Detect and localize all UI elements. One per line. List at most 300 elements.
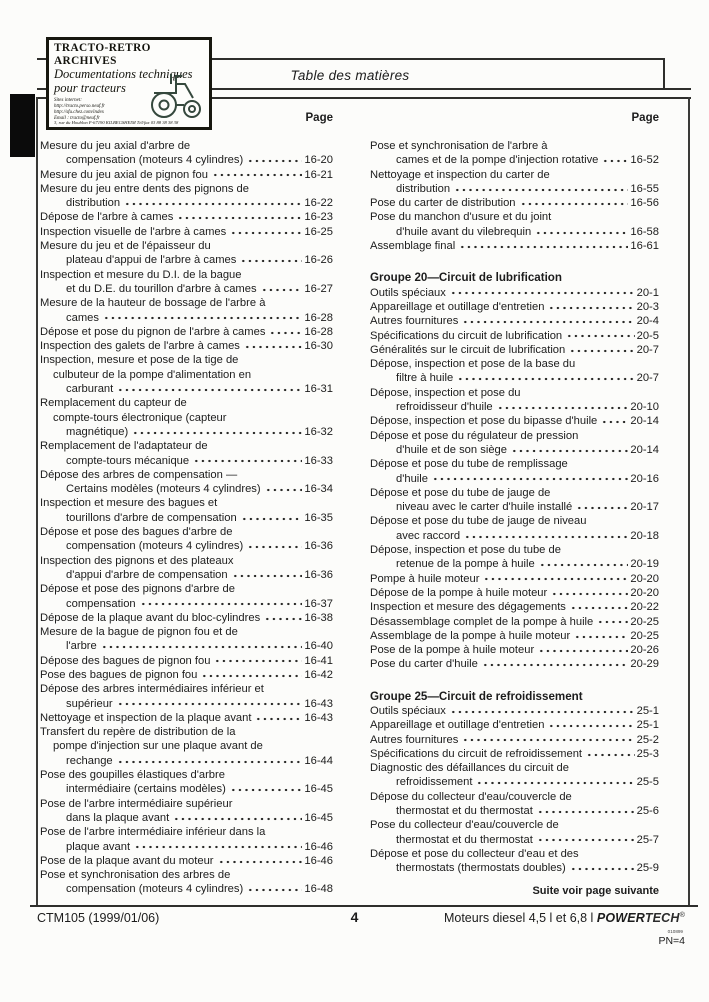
toc-entry-text: d'huile et de son siège bbox=[396, 443, 507, 456]
toc-entry-line bbox=[370, 572, 659, 586]
toc-entry bbox=[370, 704, 659, 718]
toc-page-ref: 20-5 bbox=[636, 329, 659, 342]
toc-entry-text: Inspection et mesure des dégagements bbox=[370, 601, 566, 614]
toc-entry-text: intermédiaire (certains modèles) bbox=[66, 783, 226, 796]
toc-entry bbox=[40, 682, 333, 711]
toc-entry-line: Inspection et mesure du D.I. de la bague bbox=[40, 268, 242, 281]
toc-entry-line: Pose et synchronisation des arbres de bbox=[40, 869, 231, 882]
toc-page-ref: 16-32 bbox=[304, 425, 333, 438]
toc-entry bbox=[370, 615, 659, 629]
toc-column-left bbox=[40, 139, 333, 897]
toc-entry-text: Appareillage et outillage d'entretien bbox=[370, 300, 545, 313]
dot-leader bbox=[602, 153, 628, 167]
toc-entry bbox=[370, 543, 659, 572]
dot-leader bbox=[201, 668, 302, 682]
toc-page-ref: 16-30 bbox=[304, 340, 333, 353]
toc-entry-text: Nettoyage et inspection de la plaque avant bbox=[40, 711, 252, 724]
toc-entry-line: pompe d'injection sur une plaque avant de bbox=[53, 740, 263, 753]
toc-entry-line bbox=[370, 314, 659, 328]
toc-entry bbox=[370, 733, 659, 747]
toc-page-ref: 16-45 bbox=[304, 783, 333, 796]
toc-entry-text: niveau avec le carter d'huile installé bbox=[396, 501, 573, 514]
toc-entry-line: Mesure du jeu axial d'arbre de bbox=[40, 140, 191, 152]
dot-leader bbox=[177, 210, 302, 224]
dot-leader bbox=[269, 325, 302, 339]
toc-page-ref: 16-28 bbox=[304, 311, 333, 324]
toc-group-header: Groupe 25—Circuit de refroidissement bbox=[370, 689, 583, 703]
footer-product-line bbox=[444, 911, 685, 925]
toc-entry-line bbox=[40, 697, 333, 711]
toc-entry-text: Dépose de la plaque avant du bloc-cylindres bbox=[40, 611, 261, 624]
toc-entry bbox=[40, 139, 333, 168]
dot-leader bbox=[103, 311, 302, 325]
toc-page-ref: 20-29 bbox=[630, 658, 659, 671]
toc-entry bbox=[370, 239, 659, 253]
toc-entry-line: Dépose des arbres de compensation — bbox=[40, 468, 238, 481]
toc-entry bbox=[40, 654, 333, 668]
toc-entry bbox=[40, 210, 333, 224]
toc-page-ref: 20-16 bbox=[630, 472, 659, 485]
powertech-logo: POWERTECH® bbox=[596, 911, 685, 925]
toc-entry-line bbox=[40, 311, 333, 325]
dot-leader bbox=[462, 314, 634, 328]
dot-leader bbox=[539, 557, 629, 571]
stamp-subtitle-1: Documentations techniques bbox=[54, 67, 193, 81]
toc-entry-text: Dépose de l'arbre à cames bbox=[40, 211, 174, 224]
toc-entry-line: Dépose et pose des bagues d'arbre de bbox=[40, 526, 233, 539]
stamp-contact-line: Sites internet: bbox=[54, 98, 82, 103]
dot-leader bbox=[462, 733, 634, 747]
toc-page-ref: 16-23 bbox=[304, 211, 333, 224]
dot-leader bbox=[247, 153, 302, 167]
toc-entry-line bbox=[40, 568, 333, 582]
toc-page-ref: 16-20 bbox=[304, 154, 333, 167]
toc-entry-text: dans la plaque avant bbox=[66, 811, 170, 824]
toc-entry bbox=[370, 210, 659, 239]
toc-entry-text: Dépose des bagues de pignon fou bbox=[40, 654, 211, 667]
dot-leader bbox=[576, 500, 628, 514]
toc-entry-line bbox=[370, 557, 659, 571]
toc-page-ref: 16-52 bbox=[630, 154, 659, 167]
dot-leader bbox=[483, 572, 628, 586]
toc-entry-text: refroidissement bbox=[396, 776, 473, 789]
dot-leader bbox=[520, 196, 629, 210]
toc-entry-line: culbuteur de la pompe d'alimentation en bbox=[53, 368, 252, 381]
toc-page-ref: 25-9 bbox=[636, 862, 659, 875]
dot-leader bbox=[537, 833, 635, 847]
toc-page-ref: 20-7 bbox=[636, 372, 659, 385]
toc-entry-text: Pose du carter de distribution bbox=[370, 197, 516, 210]
toc-entry-text: Dépose de la pompe à huile moteur bbox=[370, 586, 548, 599]
toc-entry bbox=[370, 514, 659, 543]
toc-page-ref: 16-58 bbox=[630, 225, 659, 238]
toc-entry bbox=[40, 554, 333, 583]
toc-entry bbox=[370, 386, 659, 415]
toc-entry-text: compensation bbox=[66, 597, 136, 610]
toc-page-ref: 16-31 bbox=[304, 383, 333, 396]
toc-entry-line bbox=[40, 611, 333, 625]
dot-leader bbox=[230, 225, 302, 239]
toc-entry-text: carburant bbox=[66, 383, 114, 396]
toc-page-ref: 20-18 bbox=[630, 529, 659, 542]
toc-page-ref: 20-25 bbox=[630, 629, 659, 642]
toc-page-ref: 25-1 bbox=[636, 719, 659, 732]
toc-entry bbox=[40, 468, 333, 497]
toc-entry-text: Pompe à huile moteur bbox=[370, 572, 480, 585]
toc-entry-line: Dépose, inspection et pose du bbox=[370, 386, 521, 399]
toc-entry-text: supérieur bbox=[66, 697, 113, 710]
toc-entry bbox=[370, 168, 659, 197]
dot-leader bbox=[548, 300, 634, 314]
tractor-icon bbox=[145, 68, 207, 120]
page-number: 4 bbox=[350, 909, 359, 925]
dot-leader bbox=[261, 282, 303, 296]
toc-column-right bbox=[370, 139, 659, 898]
toc-entry-line bbox=[370, 371, 659, 385]
toc-entry-text: Spécifications du circuit de lubrification bbox=[370, 329, 563, 342]
stamp-contact-lines bbox=[54, 98, 149, 122]
toc-entry-line: Pose des goupilles élastiques d'arbre bbox=[40, 769, 225, 782]
toc-entry-line bbox=[370, 300, 659, 314]
dot-leader bbox=[255, 711, 302, 725]
toc-page-ref: 20-20 bbox=[630, 572, 659, 585]
toc-entry bbox=[370, 790, 659, 819]
dot-leader bbox=[566, 329, 634, 343]
toc-page-ref: 20-3 bbox=[636, 300, 659, 313]
toc-entry bbox=[370, 643, 659, 657]
toc-entry-line: Pose du collecteur d'eau/couvercle de bbox=[370, 819, 559, 832]
dot-leader bbox=[140, 597, 303, 611]
dot-leader bbox=[535, 225, 628, 239]
toc-entry-text: Spécifications du circuit de refroidissement bbox=[370, 747, 583, 760]
dot-leader bbox=[247, 882, 302, 896]
toc-entry bbox=[370, 629, 659, 643]
toc-page-ref: 16-43 bbox=[304, 711, 333, 724]
toc-entry-line bbox=[40, 196, 333, 210]
toc-entry-line: Inspection et mesure des bagues et bbox=[40, 497, 218, 510]
dot-leader bbox=[265, 482, 303, 496]
toc-page-ref: 16-36 bbox=[304, 568, 333, 581]
toc-page-ref: 20-25 bbox=[630, 615, 659, 628]
dot-leader bbox=[551, 586, 628, 600]
toc-entry-line bbox=[370, 861, 659, 875]
toc-page-ref: 16-35 bbox=[304, 511, 333, 524]
toc-entry-text: plateau d'appui de l'arbre à cames bbox=[66, 254, 237, 267]
toc-entry-line bbox=[370, 182, 659, 196]
toc-entry-text: Certains modèles (moteurs 4 cylindres) bbox=[66, 483, 261, 496]
toc-entry bbox=[370, 847, 659, 876]
stamp-contact-line: http://sfu.chez.com/index bbox=[54, 110, 104, 115]
toc-page-ref: 20-19 bbox=[630, 558, 659, 571]
toc-entry-line bbox=[370, 472, 659, 486]
body-left-border bbox=[36, 97, 38, 907]
toc-entry-text: filtre à huile bbox=[396, 372, 454, 385]
toc-entry-line: Dépose, inspection et pose de la base du bbox=[370, 358, 576, 371]
toc-entry-line bbox=[40, 854, 333, 868]
toc-entry-line: Transfert du repère de distribution de la bbox=[40, 726, 236, 739]
dot-leader bbox=[247, 539, 302, 553]
dot-leader bbox=[230, 782, 303, 796]
archive-stamp bbox=[46, 37, 212, 130]
toc-entry-text: distribution bbox=[396, 182, 451, 195]
dot-leader bbox=[134, 840, 302, 854]
toc-entry-line bbox=[370, 286, 659, 300]
toc-entry-line bbox=[370, 775, 659, 789]
page-title: Table des matières bbox=[290, 68, 410, 83]
toc-entry-line: Remplacement du capteur de bbox=[40, 397, 187, 410]
toc-entry bbox=[40, 525, 333, 554]
toc-entry-text: cames bbox=[66, 311, 99, 324]
toc-entry-text: Désassemblage complet de la pompe à huile bbox=[370, 615, 594, 628]
toc-entry-line bbox=[370, 343, 659, 357]
dot-leader bbox=[464, 529, 628, 543]
toc-entry-line bbox=[40, 339, 333, 353]
toc-entry bbox=[40, 725, 333, 768]
dot-leader bbox=[476, 775, 634, 789]
toc-page-ref: 16-22 bbox=[304, 197, 333, 210]
document-reference: CTM105 (1999/01/06) bbox=[37, 911, 160, 925]
toc-page-ref: 25-1 bbox=[636, 704, 659, 717]
toc-entry bbox=[40, 582, 333, 611]
dot-leader bbox=[124, 196, 302, 210]
toc-entry-line: Dépose et pose du régulateur de pression bbox=[370, 429, 579, 442]
toc-entry-line: Pose du manchon d'usure et du joint bbox=[370, 211, 552, 224]
toc-entry-line: Dépose et pose du tube de jauge de niveau bbox=[370, 515, 587, 528]
toc-page-ref: 25-5 bbox=[636, 776, 659, 789]
toc-entry-line bbox=[40, 153, 333, 167]
toc-entry-text: thermostats (thermostats doubles) bbox=[396, 862, 566, 875]
dot-leader bbox=[511, 443, 628, 457]
toc-entry-line: Dépose et pose des pignons d'arbre de bbox=[40, 583, 235, 596]
dot-leader bbox=[193, 454, 302, 468]
toc-entry-line bbox=[370, 239, 659, 253]
toc-entry-line bbox=[40, 811, 333, 825]
toc-entry bbox=[370, 457, 659, 486]
toc-entry-text: Dépose et pose du pignon de l'arbre à cames bbox=[40, 325, 266, 338]
toc-page-ref: 25-3 bbox=[636, 747, 659, 760]
stamp-contact-line: Email : tracto@neuf.fr bbox=[54, 116, 100, 121]
toc-entry-line: Mesure de la bague de pignon fou et de bbox=[40, 626, 238, 639]
toc-entry-text: Pose du carter d'huile bbox=[370, 658, 478, 671]
dot-leader bbox=[117, 382, 302, 396]
toc-entry-text: Appareillage et outillage d'entretien bbox=[370, 719, 545, 732]
dot-leader bbox=[117, 697, 303, 711]
toc-entry-line: Pose de l'arbre intermédiaire supérieur bbox=[40, 797, 233, 810]
toc-entry bbox=[370, 600, 659, 614]
toc-entry-text: avec raccord bbox=[396, 529, 461, 542]
stamp-title: TRACTO-RETRO ARCHIVES bbox=[54, 42, 151, 67]
stamp-contact-line: http://tracto.perso.neuf.fr bbox=[54, 104, 105, 109]
toc-page-ref: 16-38 bbox=[304, 611, 333, 624]
thumb-tab-mark bbox=[10, 94, 35, 157]
toc-entry-line bbox=[40, 482, 333, 496]
stamp-address: 3, rue du Houblon F-67190 KILBEGSHEIM Tél/fax 03 88 38 38 38 bbox=[54, 120, 179, 125]
toc-entry-line: Nettoyage et inspection du carter de bbox=[370, 168, 550, 181]
dot-leader bbox=[241, 511, 303, 525]
toc-entry-line bbox=[40, 840, 333, 854]
toc-entry-line bbox=[40, 454, 333, 468]
toc-entry-line: Pose de l'arbre intermédiaire inférieur dans la bbox=[40, 826, 266, 839]
toc-page-ref: 25-2 bbox=[636, 733, 659, 746]
toc-entry-line: Pose et synchronisation de l'arbre à bbox=[370, 140, 548, 152]
toc-entry-line bbox=[40, 711, 333, 725]
toc-page-ref: 16-40 bbox=[304, 640, 333, 653]
dot-leader bbox=[548, 718, 634, 732]
toc-entry-text: Assemblage de la pompe à huile moteur bbox=[370, 629, 571, 642]
toc-entry-line bbox=[370, 529, 659, 543]
toc-entry-text: Assemblage final bbox=[370, 240, 456, 253]
toc-page-ref: 16-44 bbox=[304, 754, 333, 767]
toc-entry bbox=[40, 396, 333, 439]
toc-entry-text: compensation (moteurs 4 cylindres) bbox=[66, 540, 244, 553]
product-name: Moteurs diesel 4,5 l et 6,8 l bbox=[443, 911, 597, 925]
toc-entry bbox=[40, 325, 333, 339]
dot-leader bbox=[232, 568, 303, 582]
toc-page-ref: 16-36 bbox=[304, 540, 333, 553]
toc-entry-text: thermostat et du thermostat bbox=[396, 833, 533, 846]
toc-entry bbox=[40, 496, 333, 525]
toc-entry-text: thermostat et du thermostat bbox=[396, 805, 533, 818]
toc-page-ref: 16-25 bbox=[304, 225, 333, 238]
toc-entry-line: Dépose et pose du tube de jauge de bbox=[370, 486, 551, 499]
dot-leader bbox=[601, 414, 628, 428]
toc-entry-text: et du D.E. du tourillon d'arbre à cames bbox=[66, 282, 257, 295]
toc-entry bbox=[370, 314, 659, 328]
toc-entry-text: retenue de la pompe à huile bbox=[396, 558, 535, 571]
toc-entry-line bbox=[370, 733, 659, 747]
toc-entry-line bbox=[40, 168, 333, 182]
toc-page-ref: 16-43 bbox=[304, 697, 333, 710]
toc-entry-text: Outils spéciaux bbox=[370, 286, 446, 299]
toc-entry-text: l'arbre bbox=[66, 640, 97, 653]
toc-entry bbox=[40, 168, 333, 182]
toc-entry-line bbox=[40, 668, 333, 682]
toc-entry-line bbox=[40, 325, 333, 339]
toc-entry bbox=[370, 329, 659, 343]
toc-entry-text: Outils spéciaux bbox=[370, 704, 446, 717]
toc-page-ref: 16-21 bbox=[304, 168, 333, 181]
toc-page-ref: 16-41 bbox=[304, 654, 333, 667]
toc-entry bbox=[370, 818, 659, 847]
toc-entry-line bbox=[40, 882, 333, 896]
toc-page-ref: 20-14 bbox=[630, 443, 659, 456]
dot-leader bbox=[569, 343, 634, 357]
dot-leader bbox=[570, 600, 628, 614]
body-right-border bbox=[688, 97, 690, 907]
toc-entry-line bbox=[370, 225, 659, 239]
toc-entry-line: Mesure du jeu et de l'épaisseur du bbox=[40, 240, 211, 253]
toc-entry-line: Inspection des pignons et des plateaux bbox=[40, 554, 234, 567]
toc-entry bbox=[40, 439, 333, 468]
toc-entry-text: compte-tours mécanique bbox=[66, 454, 190, 467]
toc-entry-text: d'huile avant du vilebrequin bbox=[396, 225, 532, 238]
toc-page-ref: 20-7 bbox=[636, 343, 659, 356]
toc-entry bbox=[370, 429, 659, 458]
toc-entry-line bbox=[370, 657, 659, 671]
toc-entry-line: Dépose, inspection et pose du tube de bbox=[370, 544, 561, 557]
toc-entry-line bbox=[370, 153, 659, 167]
toc-entry-line: Inspection, mesure et pose de la tige de bbox=[40, 354, 239, 367]
toc-page-ref: 16-46 bbox=[304, 854, 333, 867]
toc-entry-line: Dépose et pose du tube de remplissage bbox=[370, 458, 568, 471]
toc-page-ref: 20-1 bbox=[636, 286, 659, 299]
toc-entry-line bbox=[370, 329, 659, 343]
toc-entry bbox=[370, 747, 659, 761]
toc-entry bbox=[40, 768, 333, 797]
print-code: 010899 bbox=[667, 929, 683, 934]
dot-leader bbox=[574, 629, 628, 643]
page-column-label-left: Page bbox=[305, 112, 333, 124]
toc-entry-line bbox=[370, 414, 659, 428]
toc-entry-line bbox=[370, 443, 659, 457]
toc-entry-text: refroidisseur d'huile bbox=[396, 401, 493, 414]
toc-entry-line bbox=[40, 597, 333, 611]
toc-entry bbox=[40, 182, 333, 211]
toc-entry bbox=[370, 300, 659, 314]
toc-entry-line bbox=[370, 833, 659, 847]
toc-page-ref: 16-28 bbox=[304, 325, 333, 338]
toc-entry-line: Dépose des arbres intermédiaires inférieur et bbox=[40, 683, 264, 696]
toc-entry-line bbox=[370, 600, 659, 614]
footer-rule bbox=[30, 905, 698, 907]
toc-entry bbox=[40, 797, 333, 826]
toc-entry-line bbox=[40, 782, 333, 796]
toc-entry-line: Mesure de la hauteur de bossage de l'arbre à bbox=[40, 297, 266, 310]
toc-entry bbox=[40, 611, 333, 625]
toc-entry bbox=[40, 711, 333, 725]
dot-leader bbox=[212, 168, 302, 182]
toc-entry bbox=[40, 353, 333, 396]
toc-entry bbox=[370, 414, 659, 428]
toc-page-ref: 16-34 bbox=[304, 483, 333, 496]
toc-entry-line bbox=[370, 400, 659, 414]
toc-page-ref: 16-61 bbox=[630, 240, 659, 253]
toc-page-ref: 20-10 bbox=[630, 401, 659, 414]
dot-leader bbox=[117, 754, 303, 768]
toc-entry-text: Pose de la pompe à huile moteur bbox=[370, 644, 535, 657]
toc-entry-line bbox=[370, 586, 659, 600]
toc-page-ref: 16-42 bbox=[304, 668, 333, 681]
toc-entry-text: d'huile bbox=[396, 472, 428, 485]
toc-entry-line bbox=[40, 253, 333, 267]
toc-page-ref: 20-4 bbox=[636, 315, 659, 328]
toc-entry bbox=[40, 854, 333, 868]
toc-entry-text: Pose de la plaque avant du moteur bbox=[40, 854, 214, 867]
toc-entry bbox=[40, 668, 333, 682]
toc-entry-line bbox=[370, 615, 659, 629]
toc-entry-text: tourillons d'arbre de compensation bbox=[66, 511, 237, 524]
toc-entry bbox=[40, 625, 333, 654]
toc-page-ref: 16-56 bbox=[630, 197, 659, 210]
dot-leader bbox=[497, 400, 629, 414]
dot-leader bbox=[538, 643, 628, 657]
stamp-subtitle-2: pour tracteurs bbox=[54, 80, 126, 95]
toc-entry-line bbox=[370, 718, 659, 732]
toc-entry-text: compensation (moteurs 4 cylindres) bbox=[66, 154, 244, 167]
toc-entry bbox=[370, 196, 659, 210]
toc-entry bbox=[40, 868, 333, 897]
toc-entry-line: Mesure du jeu entre dents des pignons de bbox=[40, 182, 249, 195]
toc-entry-line bbox=[370, 747, 659, 761]
dot-leader bbox=[264, 611, 302, 625]
dot-leader bbox=[244, 339, 302, 353]
toc-entry-text: plaque avant bbox=[66, 840, 131, 853]
toc-page-ref: 20-26 bbox=[630, 644, 659, 657]
toc-entry bbox=[40, 239, 333, 268]
toc-entry-line bbox=[40, 210, 333, 224]
toc-entry-text: distribution bbox=[66, 197, 121, 210]
dot-leader bbox=[218, 854, 303, 868]
